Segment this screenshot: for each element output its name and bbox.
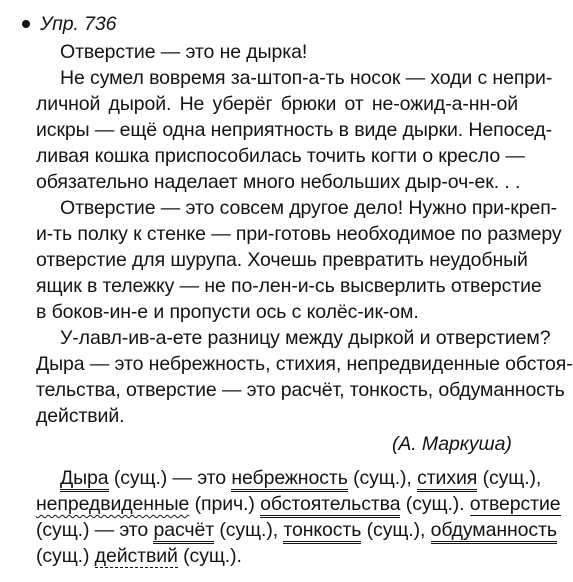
- part-of-speech-note: (сущ.).: [177, 545, 242, 567]
- part-of-speech-note: (сущ.),: [347, 467, 418, 489]
- object-word: действий: [94, 545, 178, 567]
- paragraph-line: и-ть полку к стенке — при-готовь необходимое по размеру: [36, 223, 562, 245]
- analysis-line: [60, 466, 541, 490]
- predicate-word: обдуманность: [431, 519, 557, 544]
- paragraph-line: обязательно наделает много небольших дыр-оч-ек. . .: [36, 171, 521, 193]
- paragraph-line: Дыра — это небрежность, стихия, непредвиденные обстоя-: [36, 353, 573, 375]
- predicate-word: небрежность: [231, 467, 347, 492]
- part-of-speech-note: (сущ.),: [361, 519, 431, 541]
- predicate-word: тонкость: [283, 519, 361, 544]
- predicate-word: стихия: [417, 467, 477, 492]
- author-credit: (А. Маркуша): [392, 433, 512, 455]
- paragraph-line: У-лавл-ив-а-ете разницу между дыркой и отверстием?: [60, 327, 551, 349]
- part-of-speech-note: (сущ.).: [400, 493, 470, 515]
- paragraph-line: личной дырой. Не уберёг брюки от не-ожид-а-нн-ой: [36, 93, 518, 115]
- paragraph-line: ливая кошка приспособилась точить когти о кресло —: [36, 145, 525, 167]
- paragraph-line: ящик в тележку — не по-лен-и-сь высверлить отверстие: [36, 275, 542, 297]
- predicate-word: расчёт: [153, 519, 214, 544]
- analysis-line: [36, 518, 557, 542]
- part-of-speech-note: (сущ.) — это: [108, 467, 232, 489]
- part-of-speech-note: (сущ.): [36, 545, 95, 567]
- exercise-heading: Отверстие — это не дырка!: [60, 41, 308, 63]
- paragraph-line: в боков-ин-е и пропусти ось с колёс-ик-ом.: [36, 301, 419, 323]
- subject-word: отверстие: [469, 493, 561, 515]
- paragraph-line: искры — ещё одна неприятность в виде дырки. Непосед-: [36, 119, 552, 141]
- part-of-speech-note: (сущ.),: [214, 519, 284, 541]
- analysis-line: [36, 544, 242, 568]
- paragraph-line: отверстие для шурупа. Хочешь превратить неудобный: [36, 249, 528, 271]
- part-of-speech-note: (сущ.),: [477, 467, 542, 489]
- paragraph-line: действий.: [36, 405, 125, 427]
- part-of-speech-note: (сущ.) — это: [36, 519, 154, 541]
- exercise-title: Упр. 736: [40, 13, 117, 35]
- analysis-line: [36, 492, 561, 516]
- predicate-word: Дыра: [60, 467, 109, 492]
- predicate-word: обстоятельства: [260, 493, 400, 518]
- paragraph-line: Отверстие — это совсем другое дело! Нужно при-креп-: [60, 197, 558, 219]
- part-of-speech-note: (прич.): [189, 493, 261, 515]
- paragraph-line: Не сумел вовремя за-штоп-а-ть носок — ходи с непри-: [60, 67, 553, 89]
- bullet-icon: [22, 20, 30, 28]
- paragraph-line: тельства, отверстие — это расчёт, тонкость, обдуманность: [36, 379, 565, 401]
- attribute-word: непредвиденные: [36, 493, 190, 515]
